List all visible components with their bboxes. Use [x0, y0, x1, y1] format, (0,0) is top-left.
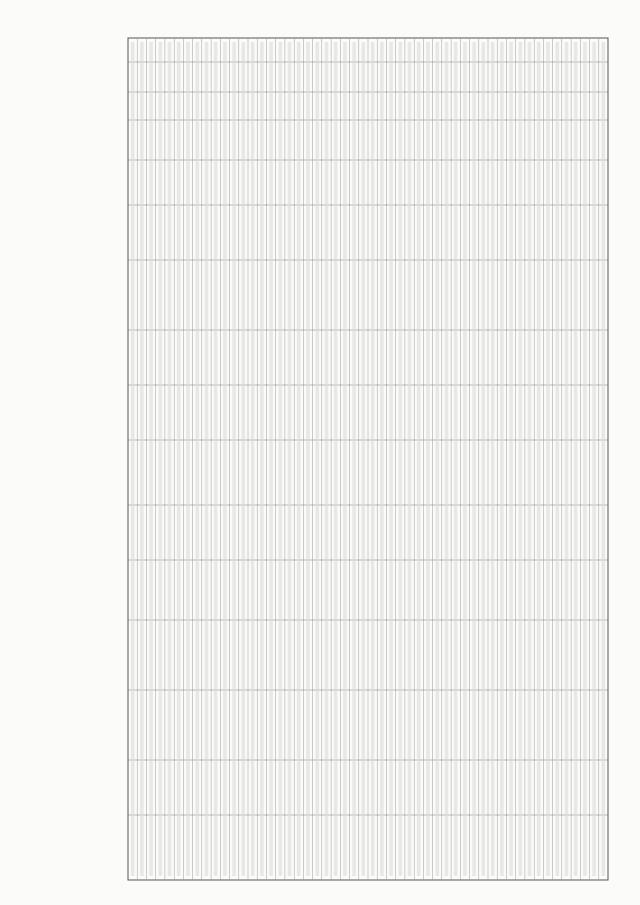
row-shading-band	[223, 42, 227, 876]
row-shading-band	[306, 42, 310, 876]
row-shading-band	[426, 42, 430, 876]
row-shading-band	[555, 42, 559, 876]
row-shading-band	[149, 42, 153, 876]
row-shading-band	[454, 42, 458, 876]
row-shading-band	[325, 42, 329, 876]
row-shading-band	[602, 42, 606, 876]
row-shading-band	[297, 42, 301, 876]
row-shading-band	[565, 42, 569, 876]
row-shading-band	[491, 42, 495, 876]
row-shading-band	[408, 42, 412, 876]
row-shading-band	[472, 42, 476, 876]
row-shading-band	[509, 42, 513, 876]
row-shading-band	[371, 42, 375, 876]
row-shading-band	[583, 42, 587, 876]
row-shading-band	[242, 42, 246, 876]
row-shading-band	[232, 42, 236, 876]
row-shading-band	[168, 42, 172, 876]
row-shading-band	[334, 42, 338, 876]
row-shading-band	[445, 42, 449, 876]
row-shading-band	[186, 42, 190, 876]
row-shading-band	[435, 42, 439, 876]
row-shading-band	[500, 42, 504, 876]
row-shading-band	[251, 42, 255, 876]
row-shading-band	[380, 42, 384, 876]
row-shading-band	[362, 42, 366, 876]
row-shading-band	[159, 42, 163, 876]
row-shading-band	[399, 42, 403, 876]
row-shading-band	[140, 42, 144, 876]
row-shading-band	[279, 42, 283, 876]
row-shading-band	[417, 42, 421, 876]
row-shading-band	[352, 42, 356, 876]
row-shading-band	[214, 42, 218, 876]
row-shading-band	[574, 42, 578, 876]
row-shading-band	[315, 42, 319, 876]
row-shading-band	[519, 42, 523, 876]
row-shading-band	[463, 42, 467, 876]
row-shading-band	[260, 42, 264, 876]
row-shading-band	[389, 42, 393, 876]
row-shading-band	[177, 42, 181, 876]
row-shading-band	[288, 42, 292, 876]
row-shading-band	[546, 42, 550, 876]
row-shading-band	[343, 42, 347, 876]
table-grid	[128, 38, 608, 880]
row-shading-band	[528, 42, 532, 876]
row-shading-band	[482, 42, 486, 876]
row-shading-band	[195, 42, 199, 876]
row-shading-band	[131, 42, 135, 876]
row-shading-band	[592, 42, 596, 876]
row-shading-band	[205, 42, 209, 876]
row-shading-band	[537, 42, 541, 876]
row-shading-band	[269, 42, 273, 876]
